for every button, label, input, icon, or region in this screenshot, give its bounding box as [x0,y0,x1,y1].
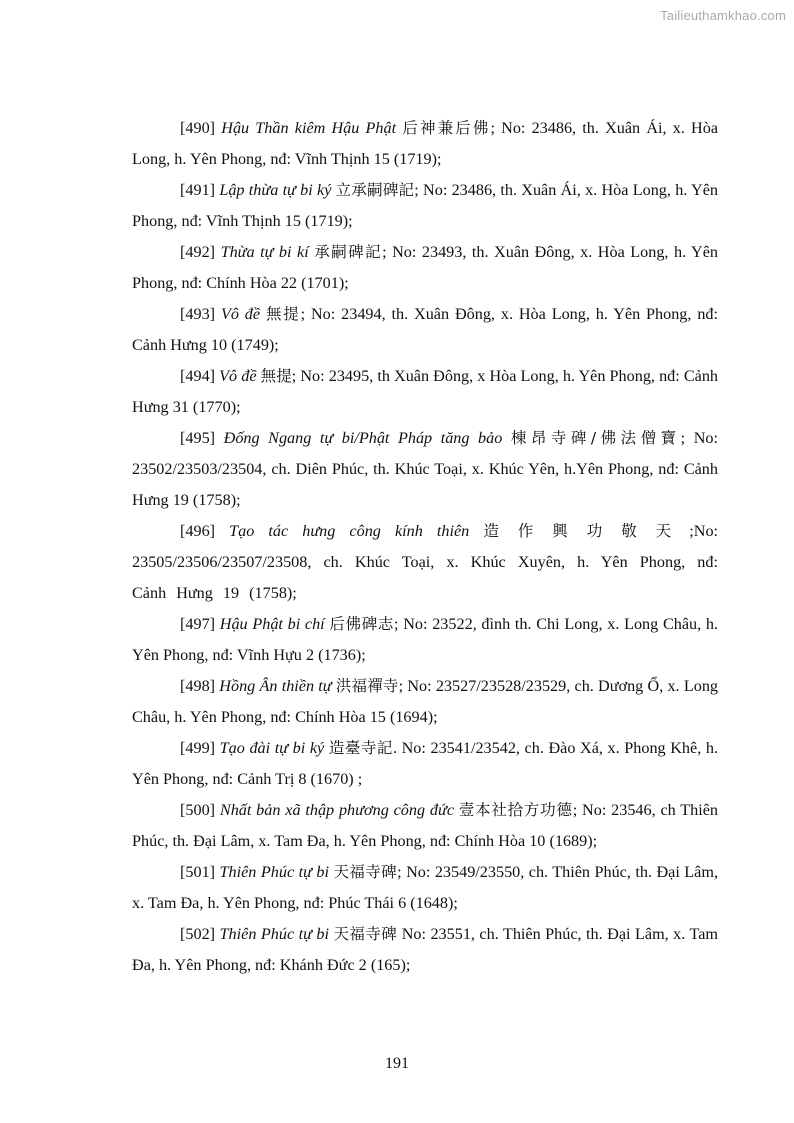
entry: [502] Thiên Phúc tự bi 天福寺碑 No: 23551, ch. Thiên Phúc, th. Đại Lâm, x. Tam Đa, h. Yên Phong, nđ: Khánh Đức 2 (165); [132,925,719,974]
entry: [492] Thừa tự bi kí 承嗣碑記; No: 23493, th. Xuân Đông, x. Hòa Long, h. Yên Phong, nđ: Chính Hòa 22 (1701); [132,243,719,292]
entry: [490] Hậu Thần kiêm Hậu Phật 后神兼后佛; No: 23486, th. Xuân Ái, x. Hòa Long, h. Yên Phong, nđ: Vĩnh Thịnh 15 (1719); [132,119,719,168]
watermark: Tailieuthamkhao.com [660,8,786,23]
entry: [495] Đống Ngang tự bi/Phật Pháp tăng bảo 棟昂寺碑/佛法僧寶; No: 23502/23503/23504, ch. Diên Phúc, th. Khúc Toại, x. Khúc Yên, h.Yên Phong, nđ: Cảnh Hưng 19 (1758); [132,429,719,509]
entry: [500] Nhất bản xã thập phương công đức 壹本社拾方功德; No: 23546, ch Thiên Phúc, th. Đại Lâm, x. Tam Đa, h. Yên Phong, nđ: Chính Hòa 10 (1689); [132,801,719,850]
page-number: 191 [385,1055,409,1072]
entry: [497] Hậu Phật bi chí 后佛碑志; No: 23522, đình th. Chi Long, x. Long Châu, h. Yên Phong, nđ: Vĩnh Hựu 2 (1736); [132,615,719,664]
entry: [496] Tạo tác hưng công kính thiên 造 作 興 功 敬 天 ;No: 23505/23506/23507/23508, ch. Khúc Toại, x. Khúc Xuyên, h. Yên Phong, nđ: Cảnh Hưng 19 (1758); [132,522,719,602]
entry: [491] Lập thừa tự bi ký 立承嗣碑記; No: 23486, th. Xuân Ái, x. Hòa Long, h. Yên Phong, nđ: Vĩnh Thịnh 15 (1719); [132,181,718,230]
entry: [501] Thiên Phúc tự bi 天福寺碑; No: 23549/23550, ch. Thiên Phúc, th. Đại Lâm, x. Tam Đa, h. Yên Phong, nđ: Phúc Thái 6 (1648); [132,863,719,912]
entry: [499] Tạo đài tự bi ký 造臺寺記. No: 23541/23542, ch. Đào Xá, x. Phong Khê, h. Yên Phong, nđ: Cảnh Trị 8 (1670) ; [132,739,718,788]
entry: [493] Vô đề 無提; No: 23494, th. Xuân Đông, x. Hòa Long, h. Yên Phong, nđ: Cảnh Hưng 10 (1749); [132,305,719,354]
entry: [498] Hồng Ân thiền tự 洪福禪寺; No: 23527/23528/23529, ch. Dương Ổ, x. Long Châu, h. Yên Phong, nđ: Chính Hòa 15 (1694); [132,677,719,726]
entry-list [132,113,718,981]
entry: [494] Vô đề 無提; No: 23495, th Xuân Đông, x Hòa Long, h. Yên Phong, nđ: Cảnh Hưng 31 (1770); [132,367,719,416]
